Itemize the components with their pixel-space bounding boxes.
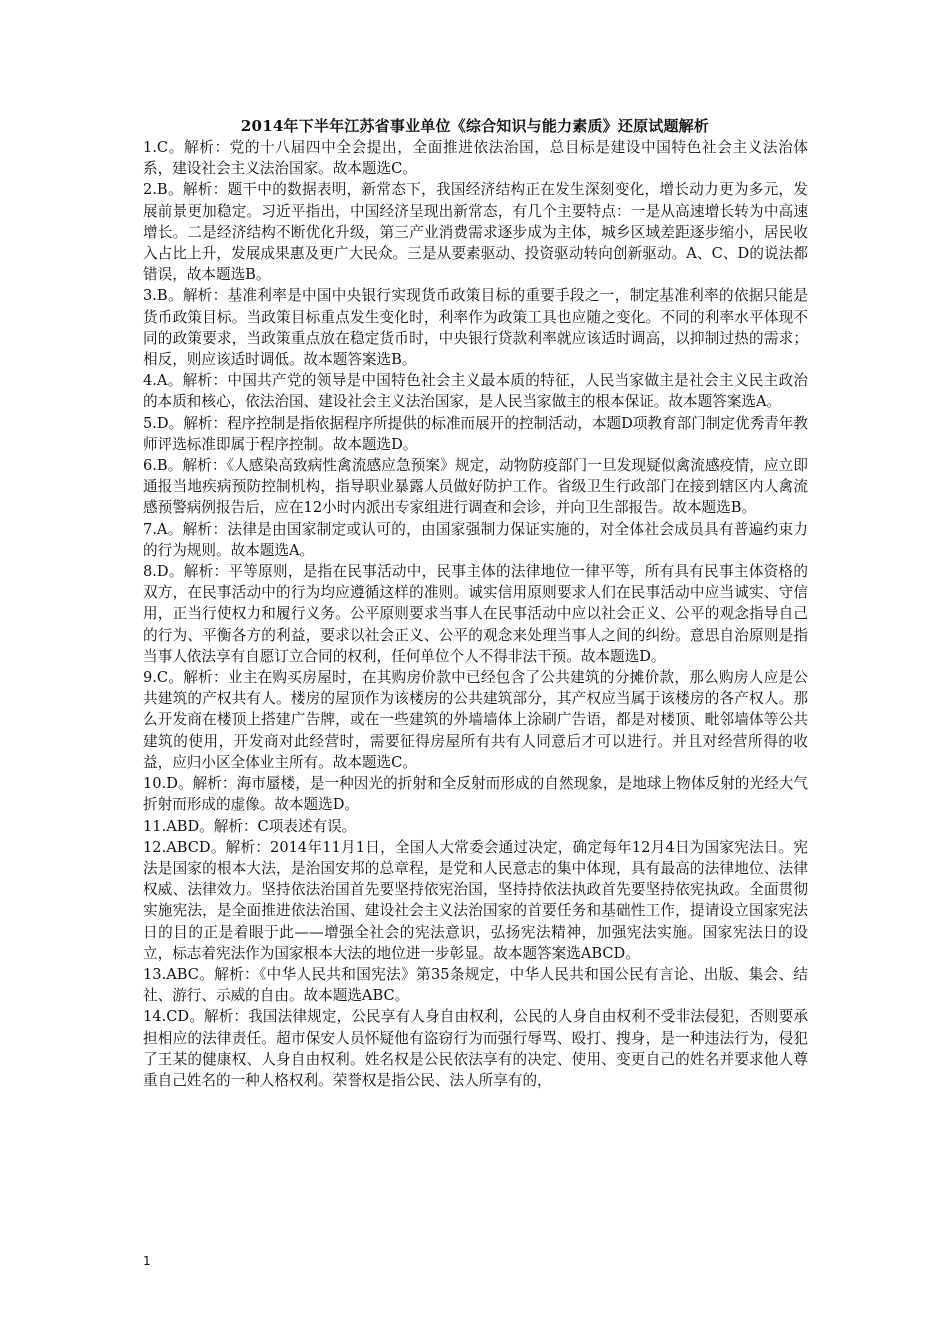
answer-paragraph-2: 2.B。解析：题干中的数据表明，新常态下，我国经济结构正在发生深刻变化，增长动力更为多元，发展前景更加稳定。习近平指出，中国经济呈现出新常态，有几个主要特点：一是从高速增长转为中高速增长。二是经济结构不断优化升级，第三产业消费需求逐步成为主体，城乡区域差距逐步缩小，居民收入占比上升，发展成果惠及更广大民众。三是从要素驱动、投资驱动转向创新驱动。A、C、D的说法都错误，故本题选B。 [143, 181, 808, 284]
answer-paragraph-4: 4.A。解析：中国共产党的领导是中国特色社会主义最本质的特征，人民当家做主是社会主义民主政治的本质和核心，依法治国、建设社会主义法治国家，是人民当家做主的根本保证。故本题答案选A。 [143, 372, 808, 411]
document-title: 2014年下半年江苏省事业单位《综合知识与能力素质》还原试题解析 [240, 117, 710, 135]
page-number: 1 [143, 1254, 151, 1268]
answer-paragraph-12: 12.ABCD。解析：2014年11月1日，全国人大常委会通过决定，确定每年12月4日为国家宪法日。宪法是国家的根本大法，是治国安邦的总章程，是党和人民意志的集中体现，具有最高的法律地位、法律权威、法律效力。坚持依法治国首先要坚持依宪治国，坚持持依法执政首先要坚持依宪执政。全面贯彻实施宪法，是全面推进依法治国、建设社会主义法治国家的首要任务和基础性工作，提请设立国家宪法日的目的正是着眼于此——增强全社会的宪法意识，弘扬宪法精神，加强宪法实施。国家宪法日的设立，标志着宪法作为国家根本大法的地位进一步彰显。故本题答案选ABCD。 [143, 838, 808, 962]
answer-paragraph-9: 9.C。解析：业主在购买房屋时，在其购房价款中已经包含了公共建筑的分摊价款，那么购房人应是公共建筑的产权共有人。楼房的屋顶作为该楼房的公共建筑部分，其产权应当属于该楼房的各产权人。那么开发商在楼顶上搭建广告牌，或在一些建筑的外墙墙体上涂刷广告语，都是对楼顶、毗邻墙体等公共建筑的使用，开发商对此经营时，需要征得房屋所有共有人同意后才可以进行。并且对经营所得的收益，应归小区全体业主所有。故本题选C。 [143, 669, 808, 771]
answer-paragraph-6: 6.B。解析：《人感染高致病性禽流感应急预案》规定，动物防疫部门一旦发现疑似禽流感疫情，应立即通报当地疾病预防控制机构，指导职业暴露人员做好防护工作。省级卫生行政部门在接到辖区内人禽流感预警病例报告后，应在12小时内派出专家组进行调查和会诊，并向卫生部报告。故本题选B。 [143, 457, 808, 517]
answer-paragraph-11: 11.ABD。解析：C项表述有误。 [143, 817, 357, 835]
answer-explanations [143, 137, 808, 1091]
answer-paragraph-14: 14.CD。解析：我国法律规定，公民享有人身自由权利，公民的人身自由权利不受非法侵犯，否则要承担相应的法律责任。超市保安人员怀疑他有盗窃行为而强行辱骂、殴打、搜身，是一种违法行为，侵犯了王某的健康权、人身自由权利。姓名权是公民依法享有的决定、使用、变更自己的姓名并要求他人尊重自己姓名的一种人格权利。荣誉权是指公民、法人所享有的， [143, 1008, 808, 1089]
answer-paragraph-1: 1.C。解析：党的十八届四中全会提出，全面推进依法治国，总目标是建设中国特色社会主义法治体系，建设社会主义法治国家。故本题选C。 [143, 139, 808, 178]
answer-paragraph-13: 13.ABC。解析：《中华人民共和国宪法》第35条规定，中华人民共和国公民有言论、出版、集会、结社、游行、示威的自由。故本题选ABC。 [143, 965, 808, 1005]
answer-paragraph-3: 3.B。解析：基准利率是中国中央银行实现货币政策目标的重要手段之一，制定基准利率的依据只能是货币政策目标。当政策目标重点发生变化时，利率作为政策工具也应随之变化。不同的利率水平体现不同的政策要求，当政策重点放在稳定货币时，中央银行贷款利率就应该适时调高，以抑制过热的需求；相反，则应该适时调低。故本题答案选B。 [143, 287, 808, 369]
answer-paragraph-7: 7.A。解析：法律是由国家制定或认可的，由国家强制力保证实施的，对全体社会成员具有普遍约束力的行为规则。故本题选A。 [143, 520, 808, 559]
answer-paragraph-8: 8.D。解析：平等原则，是指在民事活动中，民事主体的法律地位一律平等，所有具有民事主体资格的双方，在民事活动中的行为均应遵循这样的准则。诚实信用原则要求人们在民事活动中应当诚实、守信用，正当行使权力和履行义务。公平原则要求当事人在民事活动中应以社会正义、公平的观念指导自己的行为、平衡各方的利益，要求以社会正义、公平的观念来处理当事人之间的纠纷。意思自治原则是指当事人依法享有自愿订立合同的权利，任何单位个人不得非法干预。故本题选D。 [143, 563, 808, 665]
answer-paragraph-5: 5.D。解析：程序控制是指依据程序所提供的标准而展开的控制活动，本题D项教育部门制定优秀青年教师评选标准即属于程序控制。故本题选D。 [143, 414, 808, 453]
answer-paragraph-10: 10.D。解析：海市蜃楼，是一种因光的折射和全反射而形成的自然现象，是地球上物体反射的光经大气折射而形成的虚像。故本题选D。 [143, 775, 808, 814]
